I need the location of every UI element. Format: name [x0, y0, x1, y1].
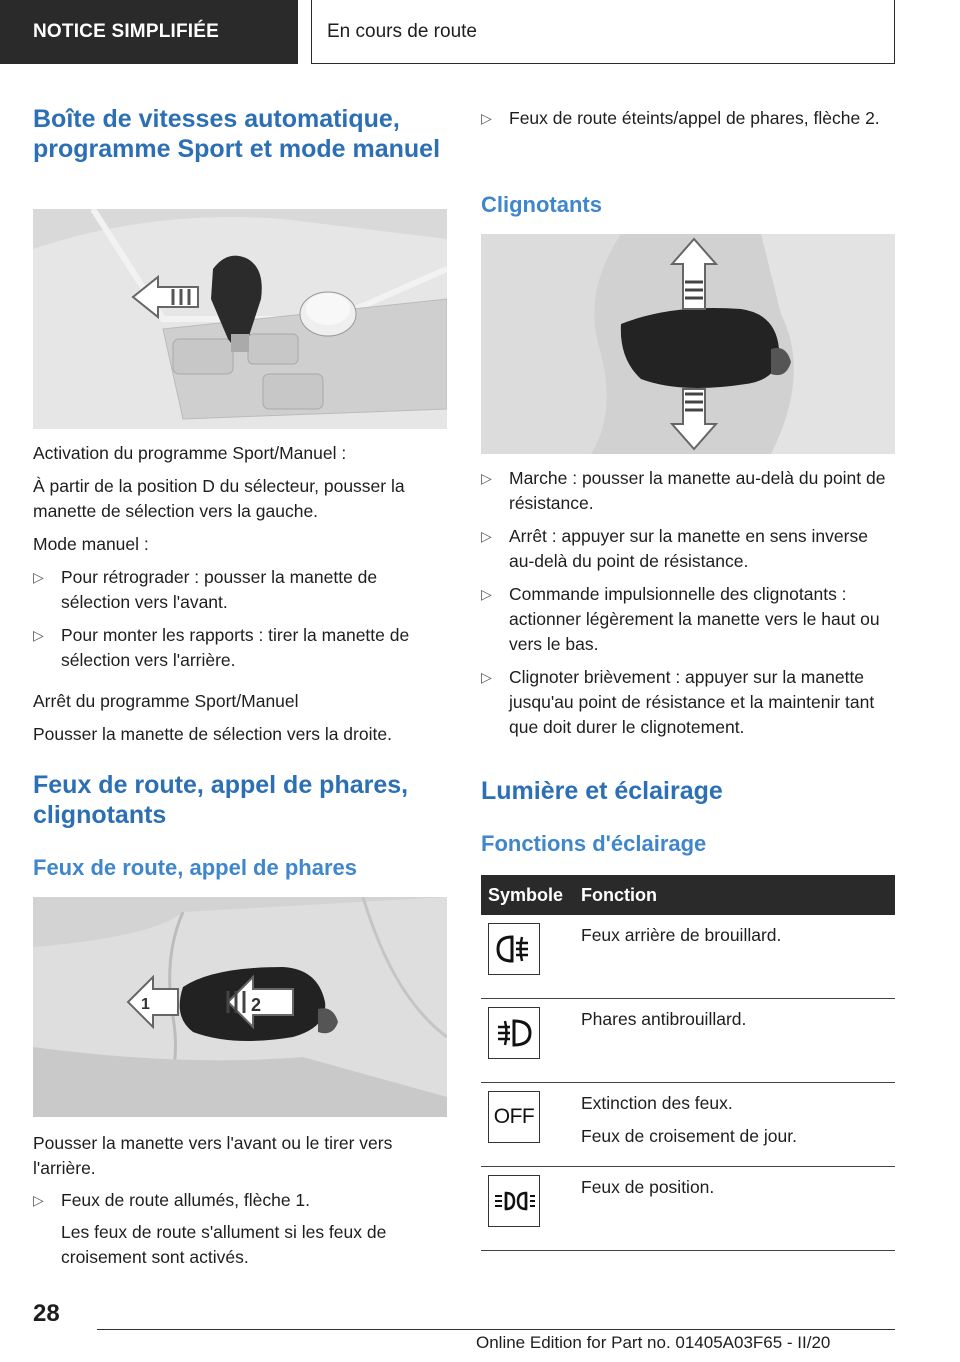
column-header-function: Fonction	[581, 875, 895, 915]
function-text: Feux arrière de brouillard.	[581, 925, 782, 945]
table-row	[481, 915, 895, 999]
column-header-symbol: Symbole	[481, 875, 581, 915]
list-item: ▷ Commande impulsionnelle des clignotants : actionner légèrement la manette vers le haut ou vers le bas.	[481, 584, 880, 654]
table-row	[481, 999, 895, 1083]
text-stop: Arrêt du programme Sport/Manuel	[33, 691, 299, 711]
indicator-figure	[481, 234, 895, 454]
triangle-bullet-icon: ▷	[33, 627, 44, 643]
triangle-bullet-icon: ▷	[481, 528, 492, 544]
list-item: ▷ Pour monter les rapports : tirer la manette de sélection vers l'arrière.	[33, 625, 410, 670]
table-row	[481, 1083, 895, 1167]
triangle-bullet-icon: ▷	[481, 470, 492, 486]
chapter-title: En cours de route	[311, 0, 895, 64]
high-beam-figure	[33, 897, 447, 1117]
triangle-bullet-icon: ▷	[481, 586, 492, 602]
table-header-row	[481, 875, 895, 915]
heading-indicators: Clignotants	[481, 192, 602, 217]
page-number: 28	[33, 1300, 60, 1327]
arrow-label-2: 2	[251, 995, 262, 1015]
text-push-right: Pousser la manette de sélection vers la droite.	[33, 724, 392, 744]
text-high-note: Les feux de route s'allument si les feux de croisement sont activés.	[61, 1222, 387, 1267]
light-functions-table	[481, 875, 895, 1251]
off-icon: OFF	[488, 1091, 540, 1143]
heading-high-beam: Feux de route, appel de phares	[33, 855, 357, 880]
function-text: Extinction des feux.	[581, 1093, 733, 1113]
list-item: ▷ Feux de route éteints/appel de phares, flèche 2.	[481, 106, 895, 131]
footer-divider	[97, 1329, 895, 1330]
section-tab: NOTICE SIMPLIFIÉE	[0, 0, 298, 64]
gear-selector-illustration	[33, 209, 447, 429]
function-text: Feux de croisement de jour.	[581, 1126, 797, 1146]
heading-gearbox: Boîte de vitesses automatique, programme Sport et mode manuel	[33, 105, 441, 163]
function-text: Phares antibrouillard.	[581, 1009, 747, 1029]
text-manual-mode: Mode manuel :	[33, 534, 149, 554]
indicator-illustration	[481, 234, 895, 454]
parking-light-icon	[488, 1175, 540, 1227]
table-row	[481, 1167, 895, 1251]
triangle-bullet-icon: ▷	[33, 569, 44, 585]
heading-lights: Feux de route, appel de phares, clignotants	[33, 771, 409, 829]
text-activation: Activation du programme Sport/Manuel :	[33, 443, 347, 463]
high-beam-illustration	[33, 897, 447, 1117]
footer-edition: Online Edition for Part no. 01405A03F65 - II/20	[476, 1333, 831, 1352]
list-item: ▷ Clignoter brièvement : appuyer sur la manette jusqu'au point de résistance et la maintenir tant que doit durer le clignotement.	[481, 667, 875, 737]
rear-fog-light-icon	[488, 923, 540, 975]
function-text: Feux de position.	[581, 1177, 715, 1197]
text-push-pull: Pousser la manette vers l'avant ou le tirer vers l'arrière.	[33, 1133, 393, 1178]
triangle-bullet-icon: ▷	[481, 110, 492, 126]
triangle-bullet-icon: ▷	[481, 669, 492, 685]
arrow-label-1: 1	[141, 996, 150, 1013]
list-item: ▷ Marche : pousser la manette au-delà du point de résistance.	[481, 468, 886, 513]
heading-light-functions: Fonctions d'éclairage	[481, 831, 707, 856]
gear-selector-figure	[33, 209, 447, 429]
heading-lighting: Lumière et éclairage	[481, 777, 723, 805]
triangle-bullet-icon: ▷	[33, 1192, 44, 1208]
list-item: ▷ Arrêt : appuyer sur la manette en sens inverse au-delà du point de résistance.	[481, 526, 868, 571]
text-from-d: À partir de la position D du sélecteur, pousser la manette de sélection vers la gauche.	[33, 476, 405, 521]
list-item: ▷ Feux de route allumés, flèche 1.	[33, 1188, 447, 1213]
front-fog-light-icon	[488, 1007, 540, 1059]
list-item: ▷ Pour rétrograder : pousser la manette de sélection vers l'avant.	[33, 567, 378, 612]
